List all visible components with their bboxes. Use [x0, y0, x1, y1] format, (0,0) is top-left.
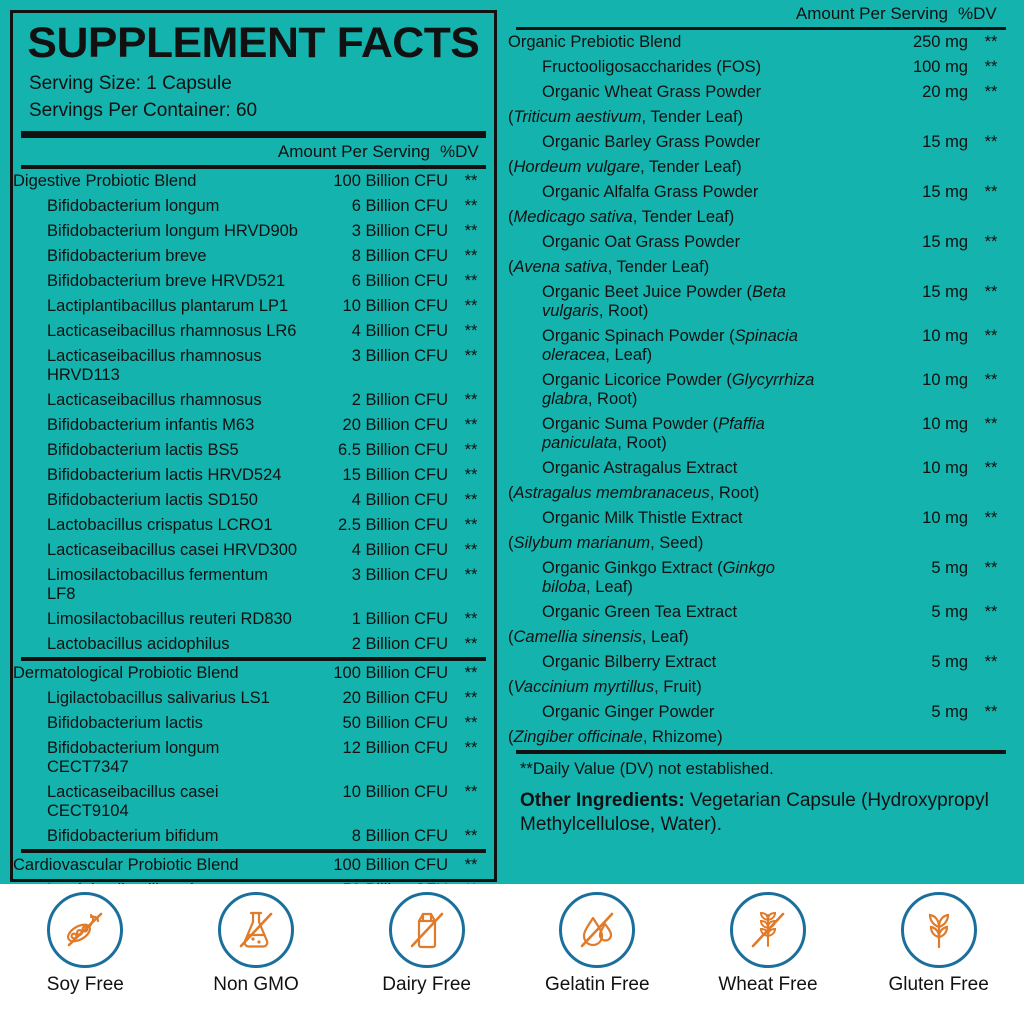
- table-row: [13, 244, 494, 269]
- ingredient-name: [508, 556, 818, 600]
- paren-open: (: [508, 628, 514, 646]
- ingredient-amount: 5 mg: [931, 703, 968, 721]
- ingredient-name: Lactobacillus acidophilus: [47, 635, 230, 654]
- blend-dv: **: [984, 33, 998, 51]
- table-row: [508, 725, 1014, 750]
- badge-ring: [730, 892, 806, 968]
- ingredient-name: Ligilactobacillus salivarius LS1: [47, 689, 270, 708]
- ingredient-botanical: [508, 481, 1014, 506]
- ingredient-dv: **: [984, 133, 998, 151]
- ingredient-amount: 10 mg: [922, 327, 968, 345]
- table-row: [13, 780, 494, 824]
- ingredient-dv: **: [464, 714, 478, 733]
- plant-part: , Root): [598, 302, 649, 320]
- digestive-blend-table: [13, 169, 494, 657]
- ingredient-name: Organic Oat Grass Powder: [542, 233, 741, 251]
- table-row: [508, 600, 1014, 625]
- blend-amount: 100 Billion CFU: [333, 172, 448, 191]
- latin-name: Camellia sinensis: [513, 628, 642, 646]
- ingredient-name: Bifidobacterium lactis BS5: [47, 441, 239, 460]
- header-percent-dv: %DV: [958, 4, 997, 23]
- ingredient-botanical: [508, 105, 1014, 130]
- blend-name: Cardiovascular Probiotic Blend: [13, 856, 239, 875]
- table-row: [13, 736, 494, 780]
- table-row: [508, 324, 1014, 368]
- plant-part: , Root): [709, 484, 760, 502]
- servings-per-container: Servings Per Container: 60: [29, 99, 258, 121]
- badge-wheat-free: [693, 892, 843, 996]
- ingredient-dv: **: [464, 783, 478, 802]
- table-row: [508, 700, 1014, 725]
- table-row: [508, 625, 1014, 650]
- table-row: [13, 538, 494, 563]
- ingredient-amount: 20 Billion CFU: [342, 689, 448, 708]
- ingredient-dv: **: [464, 466, 478, 485]
- ingredient-label: Organic Spinach Powder (: [542, 327, 735, 345]
- ingredient-name: Lacticaseibacillus rhamnosus HRVD113: [47, 347, 262, 385]
- blend-dv: **: [464, 172, 478, 191]
- page-title: SUPPLEMENT FACTS: [27, 19, 480, 67]
- ingredient-name: Lactobacillus crispatus LCRO1: [47, 516, 273, 535]
- badge-label: Soy Free: [46, 974, 124, 995]
- table-row: [508, 105, 1014, 130]
- ingredient-name: Bifidobacterium longum HRVD90b: [47, 222, 298, 241]
- table-row: [13, 319, 494, 344]
- ingredient-amount: 15 mg: [922, 183, 968, 201]
- ingredient-amount: 5 mg: [931, 559, 968, 577]
- table-row: [13, 219, 494, 244]
- badge-ring: [559, 892, 635, 968]
- right-column-headers: [508, 0, 1014, 27]
- ingredient-botanical: [508, 205, 1014, 230]
- ingredient-name: Bifidobacterium infantis M63: [47, 416, 255, 435]
- ingredient-name: Lactiplantibacillus plantarum LP1: [47, 297, 289, 316]
- table-row: [13, 388, 494, 413]
- ingredient-label: Organic Beet Juice Powder (: [542, 283, 753, 301]
- ingredient-botanical: [508, 155, 1014, 180]
- plant-part: , Leaf): [605, 346, 653, 364]
- ingredient-dv: **: [464, 441, 478, 460]
- dermatological-blend-table: [13, 661, 494, 849]
- ingredient-name: Bifidobacterium lactis SD150: [47, 491, 258, 510]
- table-row: [508, 481, 1014, 506]
- table-row: [508, 531, 1014, 556]
- ingredient-dv: **: [464, 516, 478, 535]
- ingredient-amount: 15 mg: [922, 233, 968, 251]
- table-row: [508, 30, 1014, 55]
- ingredient-dv: **: [984, 459, 998, 477]
- ingredient-botanical: [508, 625, 1014, 650]
- ingredient-dv: **: [984, 83, 998, 101]
- plant-part: , Fruit): [654, 678, 702, 696]
- table-row: [13, 607, 494, 632]
- ingredient-amount: 2 Billion CFU: [351, 391, 448, 410]
- badge-ring: [901, 892, 977, 968]
- other-ingredients-label: Other Ingredients:: [520, 790, 685, 811]
- latin-name: Silybum marianum: [513, 534, 651, 552]
- table-row: [13, 686, 494, 711]
- ingredient-name: Bifidobacterium breve HRVD521: [47, 272, 286, 291]
- badge-ring: [218, 892, 294, 968]
- ingredient-name: Bifidobacterium longum: [47, 197, 220, 216]
- paren-open: (: [508, 728, 514, 746]
- ingredient-name: Bifidobacterium bifidum: [47, 827, 219, 846]
- ingredient-dv: **: [984, 58, 998, 76]
- wheat-free-icon: [743, 905, 793, 955]
- ingredient-name: Organic Barley Grass Powder: [542, 133, 761, 151]
- ingredient-amount: 2.5 Billion CFU: [337, 516, 448, 535]
- ingredient-dv: **: [984, 327, 998, 345]
- ingredient-label: Organic Ginkgo Extract (: [542, 559, 723, 577]
- badge-dairy-free: [352, 892, 502, 996]
- ingredient-amount: 3 Billion CFU: [351, 222, 448, 241]
- latin-name: Pfaffia paniculata: [542, 415, 765, 452]
- ingredient-botanical: [508, 675, 1014, 700]
- latin-name: Vaccinium myrtillus: [513, 678, 655, 696]
- badge-label: Gelatin Free: [545, 974, 650, 995]
- serving-info: [13, 71, 494, 124]
- latin-name: Beta vulgaris: [542, 283, 786, 320]
- ingredient-dv: **: [984, 415, 998, 433]
- table-row: [508, 412, 1014, 456]
- latin-name: Glycyrrhiza glabra: [542, 371, 815, 408]
- ingredient-dv: **: [464, 272, 478, 291]
- table-row: [13, 194, 494, 219]
- table-row: [508, 280, 1014, 324]
- ingredient-dv: **: [464, 322, 478, 341]
- ingredient-name: [508, 324, 818, 368]
- header-percent-dv: %DV: [440, 142, 479, 162]
- ingredient-amount: 6 Billion CFU: [351, 197, 448, 216]
- ingredient-amount: 2 Billion CFU: [351, 635, 448, 654]
- ingredient-amount: 100 mg: [912, 58, 968, 76]
- ingredient-amount: 50 Billion CFU: [342, 714, 448, 733]
- ingredient-dv: **: [464, 416, 478, 435]
- ingredient-name: [508, 412, 818, 456]
- ingredient-amount: 20 Billion CFU: [342, 416, 448, 435]
- plant-part: , Seed): [650, 534, 704, 552]
- table-row: [13, 661, 494, 686]
- ingredient-name: Limosilactobacillus fermentum LF8: [47, 566, 269, 604]
- table-row: [13, 463, 494, 488]
- ingredient-amount: 10 mg: [922, 371, 968, 389]
- ingredient-dv: **: [464, 297, 478, 316]
- ingredient-dv: **: [984, 509, 998, 527]
- table-row: [13, 344, 494, 388]
- ingredient-name: Fructooligosaccharides (FOS): [542, 58, 762, 76]
- plant-part: , Rhizome): [642, 728, 723, 746]
- divider-thick: [21, 131, 486, 138]
- ingredient-amount: 10 mg: [922, 415, 968, 433]
- ingredient-name: Bifidobacterium longum CECT7347: [47, 739, 220, 777]
- plant-part: , Tender Leaf): [640, 158, 742, 176]
- table-row: [13, 853, 494, 878]
- table-row: [508, 368, 1014, 412]
- ingredient-name: Bifidobacterium lactis HRVD524: [47, 466, 282, 485]
- ingredient-amount: 4 Billion CFU: [351, 322, 448, 341]
- table-row: [508, 180, 1014, 205]
- ingredient-dv: **: [464, 635, 478, 654]
- ingredient-amount: 3 Billion CFU: [351, 566, 448, 585]
- right-facts-panel: [508, 0, 1014, 882]
- table-row: [508, 55, 1014, 80]
- plant-part: , Tender Leaf): [632, 208, 735, 226]
- ingredient-dv: **: [984, 703, 998, 721]
- table-row: [508, 155, 1014, 180]
- table-row: [13, 294, 494, 319]
- prebiotic-blend-table: [508, 30, 1014, 750]
- ingredient-amount: 15 Billion CFU: [342, 466, 448, 485]
- latin-name: Medicago sativa: [513, 208, 633, 226]
- ingredient-botanical: [508, 255, 1014, 280]
- badge-label: Wheat Free: [718, 974, 818, 995]
- ingredient-name: Bifidobacterium breve: [47, 247, 207, 266]
- ingredient-amount: 6 Billion CFU: [351, 272, 448, 291]
- ingredient-dv: **: [464, 739, 478, 758]
- ingredient-dv: **: [464, 391, 478, 410]
- ingredient-name: Lacticaseibacillus rhamnosus LR6: [47, 322, 297, 341]
- blend-name: Digestive Probiotic Blend: [13, 172, 197, 191]
- ingredient-dv: **: [984, 559, 998, 577]
- table-row: [508, 230, 1014, 255]
- ingredient-amount: 20 mg: [922, 83, 968, 101]
- table-row: [13, 711, 494, 736]
- ingredient-dv: **: [984, 371, 998, 389]
- badge-ring: [389, 892, 465, 968]
- ingredient-amount: 4 Billion CFU: [351, 491, 448, 510]
- ingredient-amount: 10 mg: [922, 459, 968, 477]
- gluten-free-icon: [914, 905, 964, 955]
- ingredient-label: Organic Suma Powder (: [542, 415, 719, 433]
- paren-open: (: [508, 678, 514, 696]
- latin-name: Triticum aestivum: [513, 108, 642, 126]
- left-column-headers: [13, 138, 494, 165]
- plant-part: , Root): [587, 390, 638, 408]
- ingredient-amount: 5 mg: [931, 603, 968, 621]
- ingredient-amount: 8 Billion CFU: [351, 827, 448, 846]
- ingredient-botanical: [508, 725, 1014, 750]
- ingredient-amount: 5 mg: [931, 653, 968, 671]
- other-ingredients-text: Vegetarian Capsule (Hydroxypropyl Methylcellulose, Water).: [520, 790, 989, 835]
- ingredient-amount: 10 Billion CFU: [342, 297, 448, 316]
- table-row: [508, 650, 1014, 675]
- blend-dv: **: [464, 664, 478, 683]
- latin-name: Zingiber officinale: [513, 728, 643, 746]
- non-gmo-icon: [231, 905, 281, 955]
- blend-name: Organic Prebiotic Blend: [508, 33, 682, 51]
- ingredient-dv: **: [464, 541, 478, 560]
- plant-part: , Leaf): [641, 628, 689, 646]
- table-row: [13, 169, 494, 194]
- ingredient-name: Limosilactobacillus reuteri RD830: [47, 610, 292, 629]
- ingredient-name: Organic Bilberry Extract: [542, 653, 717, 671]
- ingredient-amount: 8 Billion CFU: [351, 247, 448, 266]
- ingredient-amount: 4 Billion CFU: [351, 541, 448, 560]
- badge-non-gmo: [181, 892, 331, 996]
- ingredient-amount: 6.5 Billion CFU: [337, 441, 448, 460]
- left-facts-panel: [10, 10, 497, 882]
- header-amount-per-serving: Amount Per Serving: [795, 4, 948, 23]
- table-row: [13, 413, 494, 438]
- ingredient-dv: **: [464, 566, 478, 585]
- table-row: [508, 80, 1014, 105]
- table-row: [13, 824, 494, 849]
- ingredient-dv: **: [984, 233, 998, 251]
- paren-open: (: [508, 484, 514, 502]
- ingredient-name: [508, 280, 818, 324]
- ingredient-name: Organic Ginger Powder: [542, 703, 715, 721]
- ingredient-name: [508, 368, 818, 412]
- ingredient-name: Bifidobacterium lactis: [47, 714, 203, 733]
- ingredient-name: Organic Milk Thistle Extract: [542, 509, 743, 527]
- table-row: [13, 269, 494, 294]
- ingredient-amount: 10 mg: [922, 509, 968, 527]
- ingredient-dv: **: [464, 347, 478, 366]
- table-row: [13, 513, 494, 538]
- ingredient-label: Organic Licorice Powder (: [542, 371, 732, 389]
- paren-open: (: [508, 158, 514, 176]
- ingredient-name: Organic Wheat Grass Powder: [542, 83, 762, 101]
- table-row: [508, 130, 1014, 155]
- plant-part: , Leaf): [586, 578, 633, 596]
- ingredient-amount: 10 Billion CFU: [342, 783, 448, 802]
- ingredient-name: Lacticaseibacillus casei HRVD300: [47, 541, 298, 560]
- blend-name: Dermatological Probiotic Blend: [13, 664, 239, 683]
- ingredient-dv: **: [464, 689, 478, 708]
- dairy-free-icon: [402, 905, 452, 955]
- latin-name: Spinacia oleracea: [542, 327, 798, 364]
- ingredient-dv: **: [984, 183, 998, 201]
- serving-size: Serving Size: 1 Capsule: [29, 73, 232, 94]
- ingredient-amount: 12 Billion CFU: [342, 739, 448, 758]
- ingredient-name: Lacticaseibacillus casei CECT9104: [47, 783, 219, 821]
- blend-dv: **: [464, 856, 478, 875]
- ingredient-name: Organic Green Tea Extract: [542, 603, 738, 621]
- plant-part: , Tender Leaf): [641, 108, 744, 126]
- ingredient-dv: **: [464, 610, 478, 629]
- ingredient-amount: 1 Billion CFU: [351, 610, 448, 629]
- table-row: [508, 675, 1014, 700]
- ingredient-dv: **: [464, 197, 478, 216]
- table-row: [508, 255, 1014, 280]
- ingredient-dv: **: [464, 827, 478, 846]
- blend-amount: 250 mg: [912, 33, 968, 51]
- badge-gluten-free: [864, 892, 1014, 996]
- paren-open: (: [508, 108, 514, 126]
- paren-open: (: [508, 258, 514, 276]
- table-row: [508, 205, 1014, 230]
- other-ingredients: [508, 783, 1014, 837]
- ingredient-dv: **: [984, 653, 998, 671]
- table-row: [508, 456, 1014, 481]
- table-row: [13, 632, 494, 657]
- daily-value-note: **Daily Value (DV) not established.: [520, 760, 774, 778]
- latin-name: Avena sativa: [513, 258, 608, 276]
- table-row: [508, 556, 1014, 600]
- ingredient-dv: **: [464, 247, 478, 266]
- table-row: [13, 438, 494, 463]
- ingredient-name: Organic Alfalfa Grass Powder: [542, 183, 759, 201]
- ingredient-amount: 15 mg: [922, 283, 968, 301]
- badge-label: Gluten Free: [888, 974, 989, 995]
- badge-label: Dairy Free: [382, 974, 471, 995]
- ingredient-dv: **: [984, 603, 998, 621]
- ingredient-botanical: [508, 531, 1014, 556]
- table-row: [13, 488, 494, 513]
- header-amount-per-serving: Amount Per Serving: [277, 142, 430, 162]
- badge-label: Non GMO: [213, 974, 299, 995]
- ingredient-dv: **: [984, 283, 998, 301]
- ingredient-name: Lacticaseibacillus rhamnosus: [47, 391, 262, 410]
- badge-gelatin-free: [522, 892, 672, 996]
- ingredient-dv: **: [464, 222, 478, 241]
- gelatin-free-icon: [572, 905, 622, 955]
- ingredient-amount: 3 Billion CFU: [351, 347, 448, 366]
- latin-name: Astragalus membranaceus: [513, 484, 710, 502]
- paren-open: (: [508, 208, 514, 226]
- table-row: [13, 563, 494, 607]
- soy-free-icon: [60, 905, 110, 955]
- ingredient-dv: **: [464, 491, 478, 510]
- latin-name: Hordeum vulgare: [513, 158, 641, 176]
- latin-name: Ginkgo biloba: [542, 559, 775, 596]
- certification-badges: [0, 884, 1024, 1012]
- table-row: [508, 506, 1014, 531]
- badge-soy-free: [10, 892, 160, 996]
- ingredient-amount: 15 mg: [922, 133, 968, 151]
- blend-amount: 100 Billion CFU: [333, 664, 448, 683]
- badge-ring: [47, 892, 123, 968]
- plant-part: , Tender Leaf): [607, 258, 710, 276]
- paren-open: (: [508, 534, 514, 552]
- blend-amount: 100 Billion CFU: [333, 856, 448, 875]
- plant-part: , Root): [617, 434, 667, 452]
- ingredient-name: Organic Astragalus Extract: [542, 459, 738, 477]
